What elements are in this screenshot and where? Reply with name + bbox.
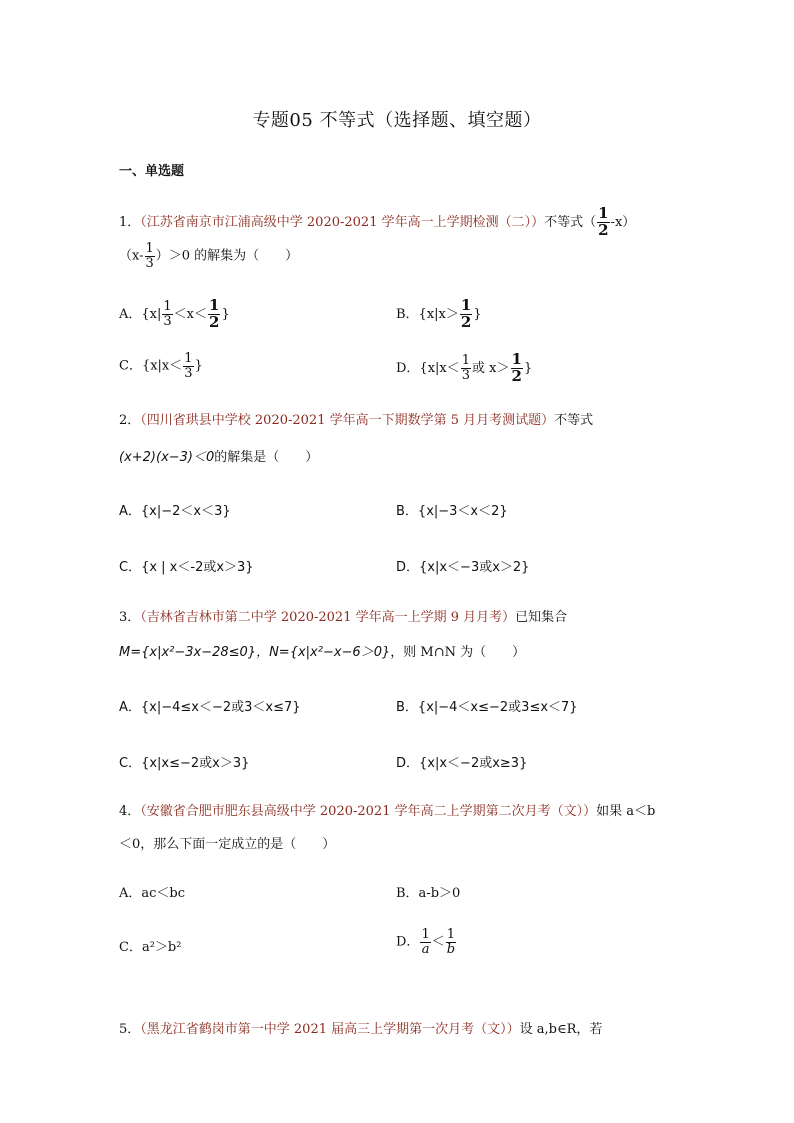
question-source: （黑龙江省鹤岗市第一中学 2021 届高三上学期第一次月考（文））	[140, 1022, 520, 1037]
option-b: B．a-b＞0	[396, 886, 461, 901]
inequality-expression: (x+2)(x−3)＜0	[119, 450, 215, 465]
fraction-one-half: $\frac{1}{2}$	[460, 296, 472, 331]
question-stem: 如果 a＜b	[596, 804, 656, 819]
option-d: D．{x|x＜−3或x＞2}	[396, 560, 530, 575]
fraction-one-over-b: $\frac{1}{b}$	[446, 927, 456, 957]
option-c: C．{x | x＜-2或x＞3}	[119, 560, 254, 575]
option-b: B．{x|−4＜x≤−2或3≤x＜7}	[396, 700, 578, 715]
question-source: （江苏省南京市江浦高级中学 2020-2021 学年高一上学期检测（二））	[140, 214, 545, 230]
fraction-one-half: $\frac{1}{2}$	[598, 204, 609, 239]
option-d: D．{x|x＜ $\frac{1}{3}$ 或 x＞ $\frac{1}{2}$ }	[396, 350, 533, 385]
fraction-one-third: $\frac{1}{3}$	[461, 353, 471, 383]
option-c: C．a²＞b²	[119, 940, 182, 955]
question-stem: 设 a,b∈R，若	[519, 1022, 603, 1037]
option-a: A．{x|−4≤x＜−2或3＜x≤7}	[119, 700, 301, 715]
fraction-one-over-a: $\frac{1}{a}$	[421, 927, 430, 957]
option-d: D．{x|x＜−2或x≥3}	[396, 756, 528, 771]
option-d: D． $\frac{1}{a}<$ $\frac{1}{b}$	[396, 927, 456, 957]
question-number: 3．	[119, 610, 141, 625]
question-3-line-1	[119, 606, 567, 625]
page-title: 专题05 不等式（选择题、填空题）	[252, 110, 542, 131]
question-number: 4．	[119, 804, 141, 819]
question-2-line-1	[119, 409, 593, 428]
fraction-one-half: $\frac{1}{2}$	[511, 350, 522, 385]
question-3-line-2	[119, 641, 525, 660]
question-stem: 的解集是（ ）	[214, 450, 319, 465]
question-stem: 已知集合	[515, 610, 568, 625]
question-stem: ）＞0 的解集为（ ）	[155, 248, 299, 264]
fraction-one-half: $\frac{1}{2}$	[209, 296, 220, 331]
fraction-one-third: $\frac{1}{3}$	[184, 351, 193, 381]
option-a: A．{x|−2＜x＜3}	[119, 504, 231, 519]
question-source: （安徽省合肥市肥东县高级中学 2020-2021 学年高二上学期第二次月考（文））	[140, 804, 597, 819]
question-stem: -x）	[610, 214, 636, 230]
question-4-line-2	[119, 833, 335, 852]
option-b: B．{x|x＞ $\frac{1}{2}$ }	[396, 296, 482, 331]
question-stem: 不等式（	[544, 214, 597, 230]
question-stem: ，则 M∩N 为（ ）	[390, 645, 526, 660]
question-5-line-1	[119, 1018, 602, 1037]
option-c: C．{x|x≤−2或x＞3}	[119, 756, 250, 771]
question-1-line-2	[119, 242, 298, 270]
question-source: （吉林省吉林市第二中学 2020-2021 学年高一上学期 9 月月考）	[140, 610, 516, 625]
question-stem: ＜0，那么下面一定成立的是（ ）	[119, 837, 336, 852]
question-1-line-1	[119, 206, 635, 239]
fraction-one-third: $\frac{1}{3}$	[163, 299, 172, 329]
question-4-line-1	[119, 800, 655, 819]
option-a: A．ac＜bc	[119, 886, 186, 901]
section-heading: 一、单选题	[119, 164, 185, 179]
question-number: 1．	[119, 214, 141, 230]
question-number: 2．	[119, 413, 141, 428]
question-stem: （x-	[119, 248, 144, 264]
question-source: （四川省珙县中学校 2020-2021 学年高一下期数学第 5 月月考测试题）	[140, 413, 555, 428]
set-definitions: M={x|x²−3x−28≤0}，N={x|x²−x−6＞0}	[119, 645, 391, 660]
question-2-line-2	[119, 446, 318, 465]
question-number: 5．	[119, 1022, 141, 1037]
option-b: B．{x|−3＜x＜2}	[396, 504, 508, 519]
fraction-one-third: $\frac{1}{3}$	[145, 241, 154, 271]
question-stem: 不等式	[554, 413, 594, 428]
option-c: C．{x|x＜ $\frac{1}{3}$ }	[119, 351, 203, 381]
option-a: A．{x| $\frac{1}{3}$ ＜x＜ $\frac{1}{2}$ }	[119, 296, 230, 331]
